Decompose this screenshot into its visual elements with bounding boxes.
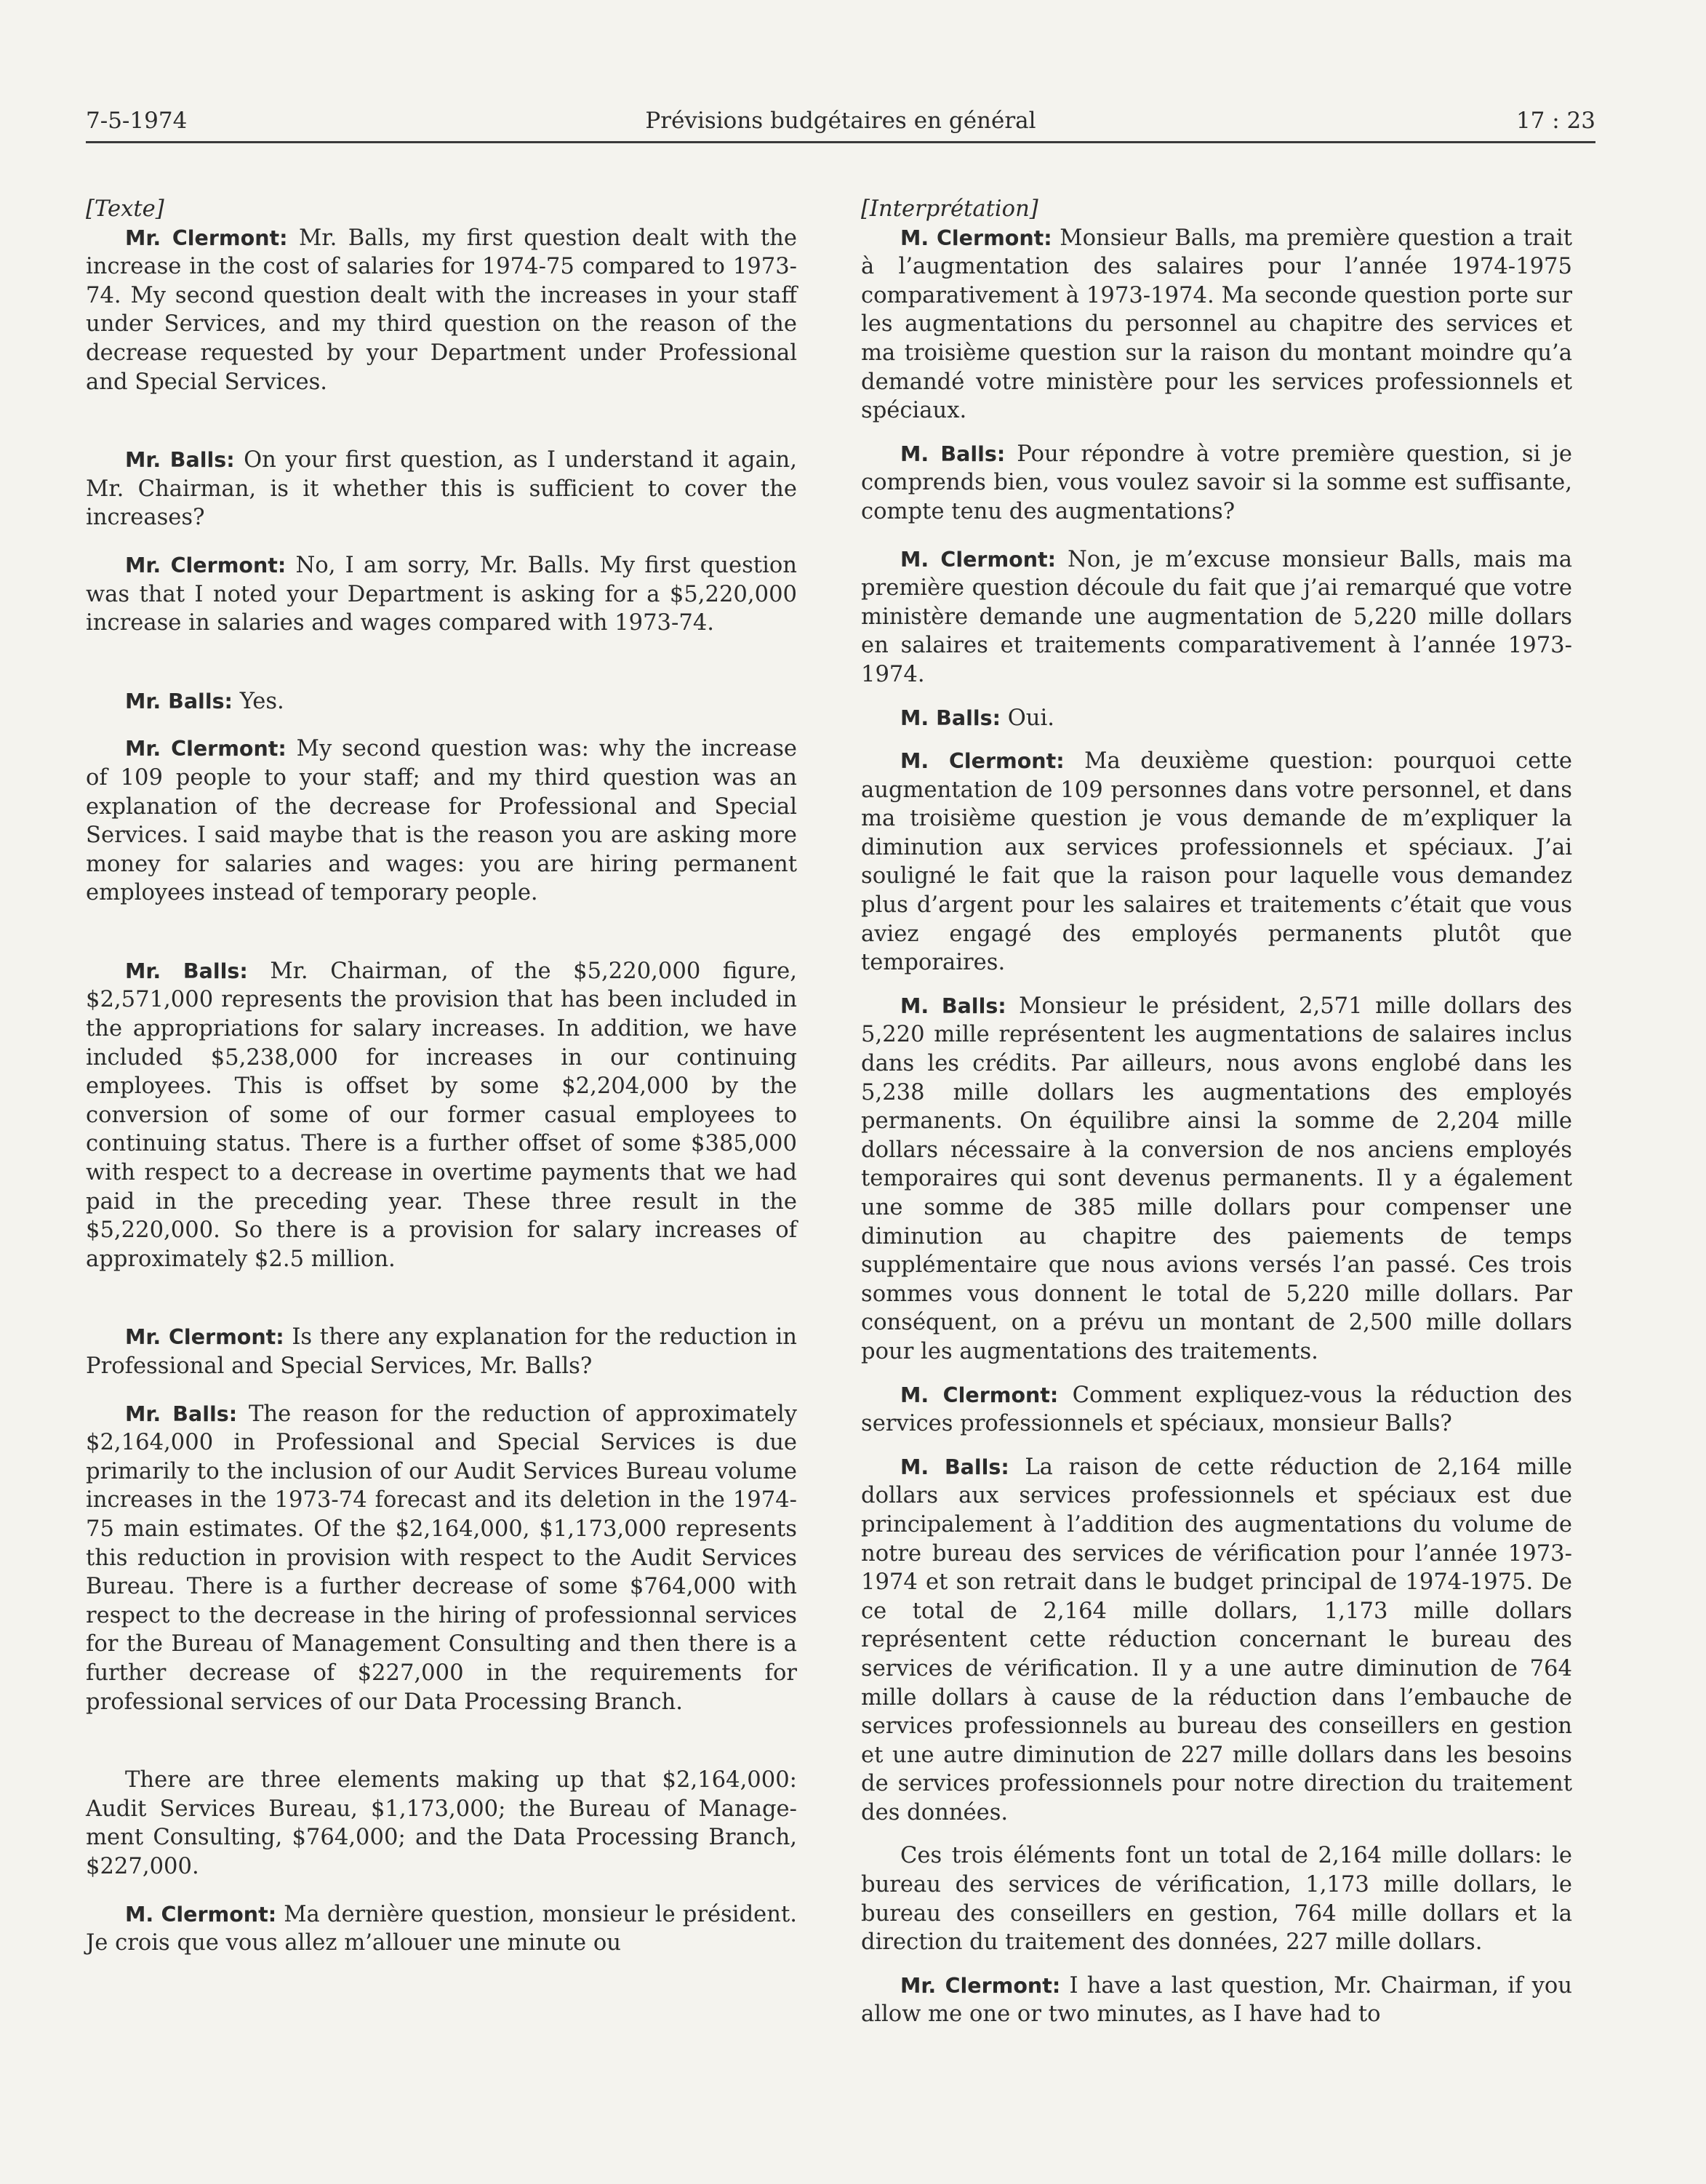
speech-text: Comment expliquez-vous la réduction des services professionnels et spéciaux, monsieur Balls? [861, 1382, 1572, 1437]
language-tag: [Interprétation] [861, 196, 1038, 222]
speech-paragraph [861, 1381, 1572, 1439]
speech-text: I have a last question, Mr. Chairman, if you allow me one or two minutes, as I have had to [861, 1972, 1572, 2028]
speech-text: No, I am sorry, Mr. Balls. My first question was that I noted your Department is asking for a $5,220,000 increase in salaries and wages compared with 1973-74. [86, 552, 797, 636]
speech-paragraph [861, 704, 1572, 733]
speech-paragraph [86, 1900, 797, 1958]
language-tag: [Texte] [86, 196, 164, 222]
speech-paragraph [861, 545, 1572, 689]
speech-paragraph [86, 446, 797, 532]
speaker-name: M. Balls: [900, 441, 1006, 466]
speaker-name: M. Clermont: [900, 1383, 1059, 1407]
speaker-name: Mr. Clermont: [900, 1973, 1061, 1998]
speech-text: Monsieur Balls, ma première question a trait à l’augmentation des salaires pour l’année 1974-1975 comparativement à 1973-1974. Ma seconde question porte sur les augmentations du personnel au chapitre des services et ma troisième question sur la raison du montant moindre qu’a demandé votre ministère pour les services professionnels et spéciaux. [861, 225, 1572, 424]
header-title: Prévisions budgétaires en général [645, 108, 1036, 134]
speech-paragraph [86, 735, 797, 908]
speaker-name: M. Clermont: [900, 749, 1065, 774]
speaker-name: M. Balls: [900, 1455, 1009, 1479]
left-column-english [86, 195, 797, 1958]
speaker-name: Mr. Clermont: [125, 225, 288, 250]
speaker-name: M. Clermont: [125, 1902, 277, 1927]
right-column-french [861, 195, 1572, 2029]
speech-text: Mr. Chairman, of the $5,220,000 figure, $2,571,000 represents the provision that has been included in the appropriations for salary increases. In addition, we have included $5,238,000 for increases in our continuing employees. This is offset by some $2,204,000 by the conversion of some of our former casual employees to continuing status. There is a further offset of some $385,000 with respect to a decrease in overtime payments that we had paid in the preceding year. These three result in the $5,220,000. So there is a provision for salary increases of approximately $2.5 million. [86, 958, 797, 1272]
header-page-number: 17 : 23 [1515, 108, 1595, 134]
speech-paragraph [86, 1400, 797, 1717]
speech-text: There are three elements making up that $2,164,000: Audit Services Bureau, $1,173,000; the Bureau of Management Consulting, $764,000; and the Data Processing Branch, $227,000. [86, 1767, 797, 1879]
speech-paragraph [86, 224, 797, 397]
speaker-name: Mr. Balls: [125, 959, 248, 983]
speaker-name: M. Clermont: [900, 547, 1057, 572]
speech-text: On your first question, as I understand it again, Mr. Chairman, is it whether this is sufficient to cover the increases? [86, 447, 797, 531]
speech-paragraph [861, 1453, 1572, 1828]
speech-text: Is there any explanation for the reduction in Professional and Special Services, Mr. Balls? [86, 1324, 797, 1379]
speech-text: Pour répondre à votre première question, si je comprends bien, vous voulez savoir si la somme est suffisante, compte tenu des augmentations? [861, 441, 1572, 524]
speech-paragraph [86, 1323, 797, 1380]
speech-paragraph [86, 551, 797, 638]
speech-text: Non, je m’excuse monsieur Balls, mais ma première question découle du fait que j’ai remarqué que votre ministère demande une augmentation de 5,220 mille dollars en salaires et traitements comparativement à l’année 1973-1974. [861, 546, 1572, 687]
speech-text: Ma dernière question, monsieur le président. Je crois que vous allez m’allouer une minute ou [86, 1901, 797, 1956]
speech-paragraph [86, 1766, 797, 1881]
speech-paragraph [86, 687, 797, 716]
speech-text: La raison de cette réduction de 2,164 mille dollars aux services professionnels et spéciaux est due principalement à l’addition des augmentations du volume de notre bureau des services de vérification pour l’année 1973-1974 et son retrait dans le budget principal de 1974-1975. De ce total de 2,164 mille dollars, 1,173 mille dollars représentent cette réduction concernant le bureau des services de vérification. Il y a une autre diminution de 764 mille dollars à cause de la réduction dans l’embauche de services professionnels au bureau des conseillers en gestion et une autre diminution de 227 mille dollars dans les besoins de services professionnels pour notre direction du traitement des données. [861, 1454, 1572, 1825]
speech-text: Mr. Balls, my first question dealt with the increase in the cost of salaries for 1974-75 compared to 1973-74. My second question dealt with the increases in your staff under Services, and my third question on the reason of the decrease requested by your Department under Professional and Special Services. [86, 225, 797, 395]
speaker-name: M. Balls: [900, 993, 1006, 1018]
speaker-name: Mr. Clermont: [125, 553, 287, 577]
speech-paragraph [86, 957, 797, 1274]
speaker-name: M. Clermont: [900, 225, 1052, 250]
speech-paragraph [861, 747, 1572, 977]
speech-text: The reason for the reduction of approximately $2,164,000 in Professional and Special Services is due primarily to the inclusion of our Audit Services Bureau volume increases in the 1973-74 forecast and its deletion in the 1974-75 main estimates. Of the $2,164,000, $1,173,000 represents this reduction in provision with respect to the Audit Services Bureau. There is a further decrease of some $764,000 with respect to the decrease in the hiring of professionnal services for the Bureau of Management Consulting and then there is a further decrease of $227,000 in the requirements for professional services of our Data Processing Branch. [86, 1401, 797, 1715]
speaker-name: Mr. Clermont: [125, 1325, 284, 1350]
speech-paragraph [861, 992, 1572, 1367]
header-date: 7-5-1974 [86, 108, 188, 134]
speech-paragraph [861, 224, 1572, 425]
speech-paragraph [861, 1841, 1572, 1956]
speech-text: My second question was: why the increase of 109 people to your staff; and my third question was an explanation of the decrease for Professional and Special Services. I said maybe that is the reason you are asking more money for salaries and wages: you are hiring permanent employees instead of temporary people. [86, 736, 797, 906]
speech-text: Oui. [1007, 705, 1054, 731]
page-header [86, 105, 1595, 143]
speaker-name: M. Balls: [900, 705, 1001, 730]
speech-paragraph [861, 440, 1572, 527]
speech-text: Ma deuxième question: pourquoi cette augmentation de 109 personnes dans votre personnel, et dans ma troisième question je vous demande de m’expliquer la diminution aux services professionnels et spéciaux. J’ai souligné le fait que la raison pour laquelle vous demandez plus d’argent pour les salaires et traitements c’était que vous aviez engagé des employés permanents plutôt que temporaires. [861, 748, 1572, 976]
speaker-name: Mr. Clermont: [125, 737, 287, 761]
speaker-name: Mr. Balls: [125, 689, 233, 713]
speech-paragraph [861, 1972, 1572, 2029]
speech-text: Monsieur le président, 2,571 mille dollars des 5,220 mille représentent les augmentations de salaires inclus dans les crédits. Par ailleurs, nous avons englobé dans les 5,238 mille dollars les augmentations des employés permanents. On équilibre ainsi la somme de 2,204 mille dollars nécessaire à la conversion de nos anciens employés temporaires qui sont devenus permanents. Il y a également une somme de 385 mille dollars pour compenser une diminution au chapitre des paiements de temps supplémentaire que nous avions versés l’an passé. Ces trois sommes vous donnent le total de 5,220 mille dollars. Par conséquent, on a prévu un montant de 2,500 mille dollars pour les augmentations des traitements. [861, 993, 1572, 1364]
speech-text: Ces trois éléments font un total de 2,164 mille dollars: le bureau des services de vérification, 1,173 mille dollars, le bureau des conseillers en gestion, 764 mille dollars et la direction du traitement des données, 227 mille dollars. [861, 1843, 1572, 1956]
speaker-name: Mr. Balls: [125, 1401, 238, 1426]
speaker-name: Mr. Balls: [125, 448, 235, 473]
speech-text: Yes. [239, 688, 284, 714]
